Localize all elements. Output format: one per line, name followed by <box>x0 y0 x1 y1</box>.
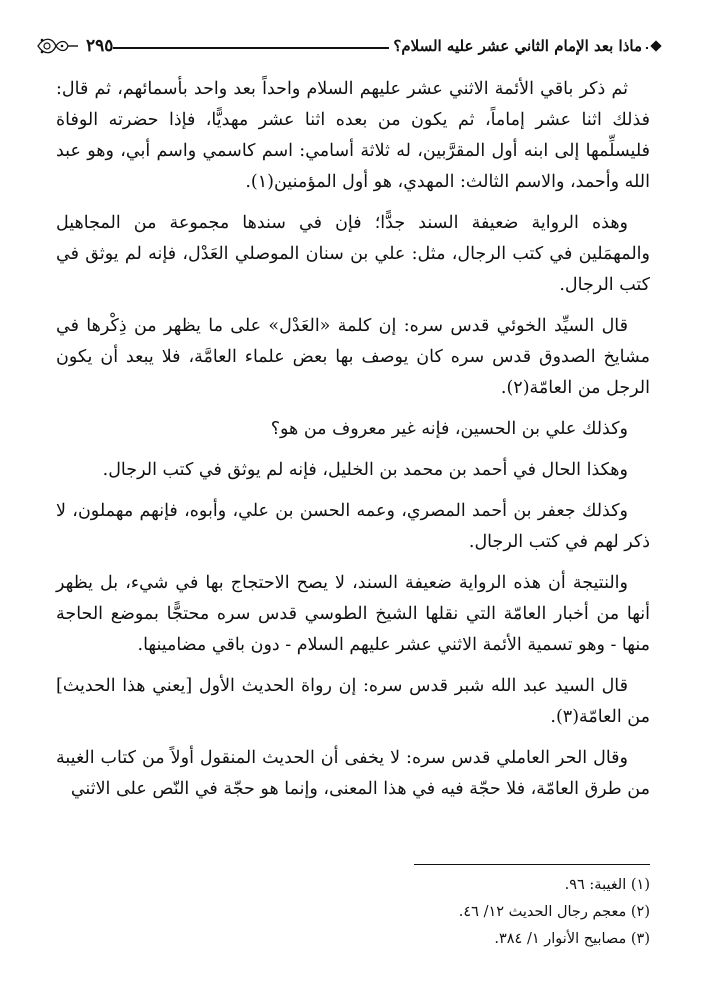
floral-ornament-icon <box>36 35 80 57</box>
paragraph: وهكذا الحال في أحمد بن محمد بن الخليل، فإنه لم يوثق في كتب الرجال. <box>102 460 628 480</box>
footnote: (٣) مصابيح الأنوار ١/ ٣٨٤. <box>494 931 650 947</box>
footnote: (١) الغيبة: ٩٦. <box>564 877 650 893</box>
paragraph: والنتيجة أن هذه الرواية ضعيفة السند، لا يصح الاحتجاج بها في شيء، بل يظهر أنها من أخبار العامّة التي نقلها الشيخ الطوسي قدس سره محتجًّا بموضع الحاجة منها - وهو تسمية الأئمة الاثني عشر عليهم السلام - دون باقي مضامينها. <box>56 573 650 655</box>
paragraph: ثم ذكر باقي الأئمة الاثني عشر عليهم السلام واحداً بعد واحد بأسمائهم، ثم قال: فذلك اثنا عشر إماماً، ثم يكون من بعده اثنا عشر مهديًّا، فإذا حضرته الوفاة فليسلِّمها إلى ابنه أول المقرَّبين، له ثلاثة أسامي: اسم كاسمي واسم أبي، وهو عبد الله وأحمد، والاسم الثالث: المهدي، هو أول المؤمنين(١). <box>56 79 650 192</box>
page-number: ٢٩٥ <box>86 36 114 56</box>
paragraph: قال السيِّد الخوئي قدس سره: إن كلمة «العَدْل» على ما يظهر من ذِكْرها في مشايخ الصدوق قدس سره كان يوصف بها بعض علماء العامَّة، فلا يبعد أن يكون الرجل من العامّة(٢). <box>56 316 650 398</box>
paragraph: وهذه الرواية ضعيفة السند جدًّا؛ فإن في سندها مجموعة من المجاهيل والمهمَلين في كتب الرجال، مثل: علي بن سنان الموصلي العَدْل، فإنه لم يوثق في كتب الرجال. <box>56 213 650 295</box>
paragraph: وكذلك علي بن الحسين، فإنه غير معروف من هو؟ <box>270 419 628 439</box>
header-left <box>36 35 113 57</box>
footnote: (٢) معجم رجال الحديث ١٢/ ٤٦. <box>458 904 650 920</box>
paragraph: قال السيد عبد الله شبر قدس سره: إن رواة الحديث الأول [يعني هذا الحديث] من العامّة(٣). <box>56 676 650 727</box>
footnote-rule <box>414 864 650 865</box>
footnotes <box>200 872 650 953</box>
paragraph: وقال الحر العاملي قدس سره: لا يخفى أن الحديث المنقول أولاً من كتاب الغيبة من طرق العامّة، فلا حجّة فيه في هذا المعنى، وإنما هو حجّة في النّص على الاثني <box>56 748 650 799</box>
page-header <box>36 34 660 58</box>
paragraph: وكذلك جعفر بن أحمد المصري، وعمه الحسن بن علي، وأبوه، فإنهم مهملون، لا ذكر لهم في كتب الرجال. <box>56 501 650 552</box>
body-text <box>56 74 650 815</box>
running-title: ماذا بعد الإمام الثاني عشر عليه السلام؟ <box>389 37 646 55</box>
